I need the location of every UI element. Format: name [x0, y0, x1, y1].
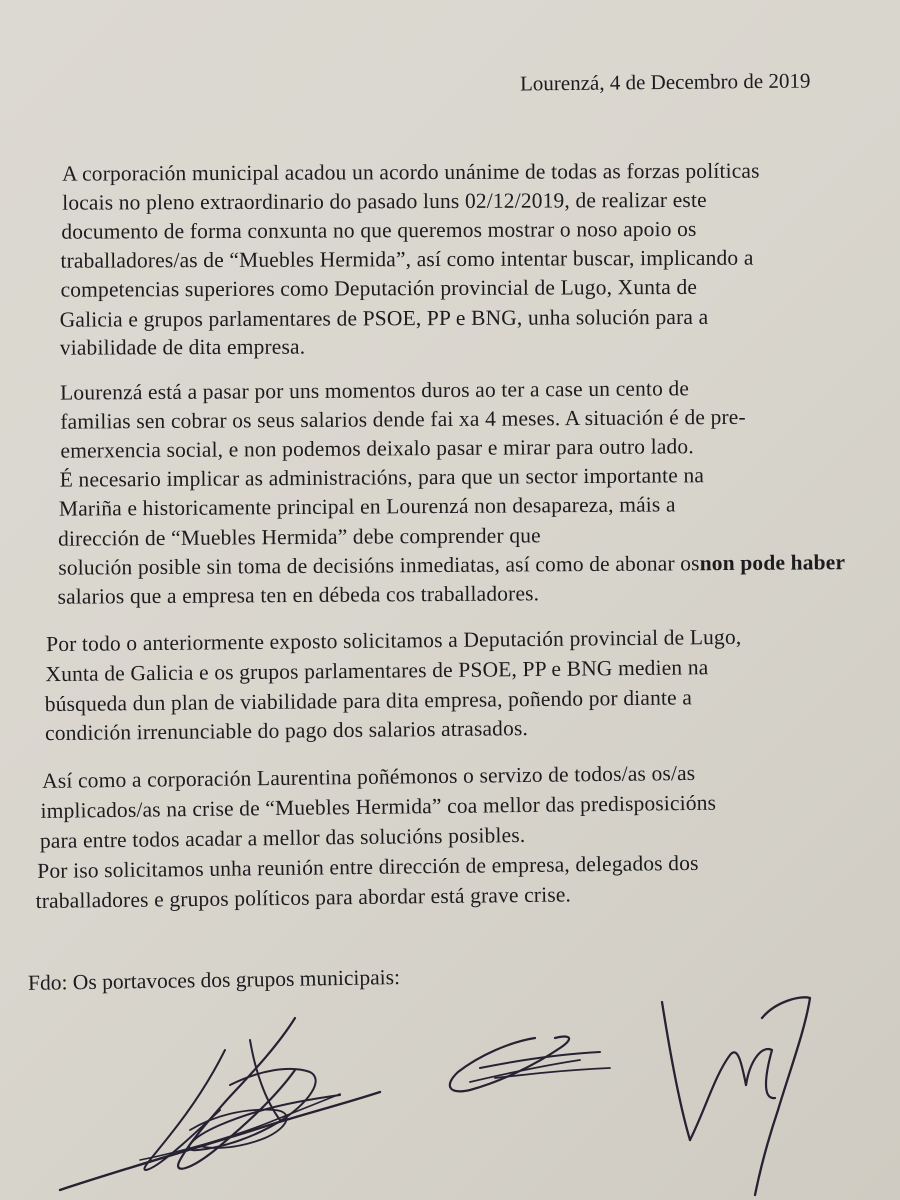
paragraph-line: traballadores e grupos políticos para abordar está grave crise.: [35, 882, 572, 913]
paragraph-line: Por iso solicitamos unha reunión entre dirección de empresa, delegados dos: [37, 850, 699, 883]
paragraph-line: É necesario implicar as administracións, para que un sector importante na: [59, 463, 705, 492]
paragraph-line: para entre todos acadar a mellor das solucións posibles.: [39, 822, 526, 853]
paragraph-line: documento de forma conxunta no que queremos mostrar o noso apoio os: [61, 216, 697, 244]
paragraph-line: salarios que a empresa ten en débeda cos traballadores.: [57, 581, 540, 609]
paragraph-line: locais no pleno extraordinario do pasado luns 02/12/2019, de realizar este: [62, 187, 707, 215]
paragraph-line: Por todo o anteriormente exposto solicitamos a Deputación provincial de Lugo,: [46, 624, 742, 657]
signature-3-image: [650, 990, 830, 1200]
paragraph-line: competencias superiores como Deputación provincial de Lugo, Xunta de: [60, 274, 698, 302]
paragraph-line: traballadores/as de “Muebles Hermida”, así como intentar buscar, implicando a: [60, 245, 754, 273]
paragraph-3: [32, 624, 852, 746]
bold-phrase: non pode haber: [699, 550, 846, 576]
signature-1-image: [40, 1010, 400, 1200]
paragraph-line: dirección de “Muebles Hermida” debe comprender que: [58, 523, 541, 551]
paragraph-line: A corporación municipal acadou un acordo unánime de todas as forzas políticas: [62, 158, 760, 186]
paragraph-line: condición irrenunciable do pago dos salarios atrasados.: [44, 716, 529, 746]
paragraph-line: Xunta de Galicia e os grupos parlamentares de PSOE, PP e BNG medien na: [45, 655, 709, 687]
signoff-line: Fdo: Os portavoces dos grupos municipais:: [27, 965, 401, 995]
paragraph-line: Galicia e grupos parlamentares de PSOE, PP e BNG, unha solución para a: [59, 304, 709, 332]
paragraph-line: implicados/as na crise de “Muebles Hermida” coa mellor das predisposicións: [40, 790, 717, 823]
paragraph-1: [32, 158, 852, 360]
paragraph-line: emerxencia social, e non podemos deixalo pasar e mirar para outro lado.: [60, 434, 694, 463]
paragraph-line: Mariña e historicamente principal en Lourenzá non desapareza, máis a: [58, 492, 676, 521]
paragraph-2: [32, 375, 852, 609]
paragraph-line: [58, 550, 845, 580]
paragraph-line: búsqueda dun plan de viabilidade para dita empresa, poñendo por diante a: [44, 685, 693, 717]
paragraph-line: viabilidade de dita empresa.: [59, 334, 306, 360]
letter-date: Lourenzá, 4 de Decembro de 2019: [519, 68, 811, 96]
paragraph-line: familias sen cobrar os seus salarios dende fai xa 4 meses. A situación é de pre-: [60, 404, 746, 434]
signature-2-image: [440, 1020, 620, 1110]
paragraph-4: [32, 759, 852, 913]
line-text: solución posible sin toma de decisións inmediatas, así como de abonar os: [58, 551, 700, 580]
paragraph-line: Así como a corporación Laurentina poñémonos o servizo de todos/as os/as: [42, 760, 696, 793]
paragraph-line: Lourenzá está a pasar por uns momentos duros ao ter a case un cento de: [60, 376, 690, 405]
